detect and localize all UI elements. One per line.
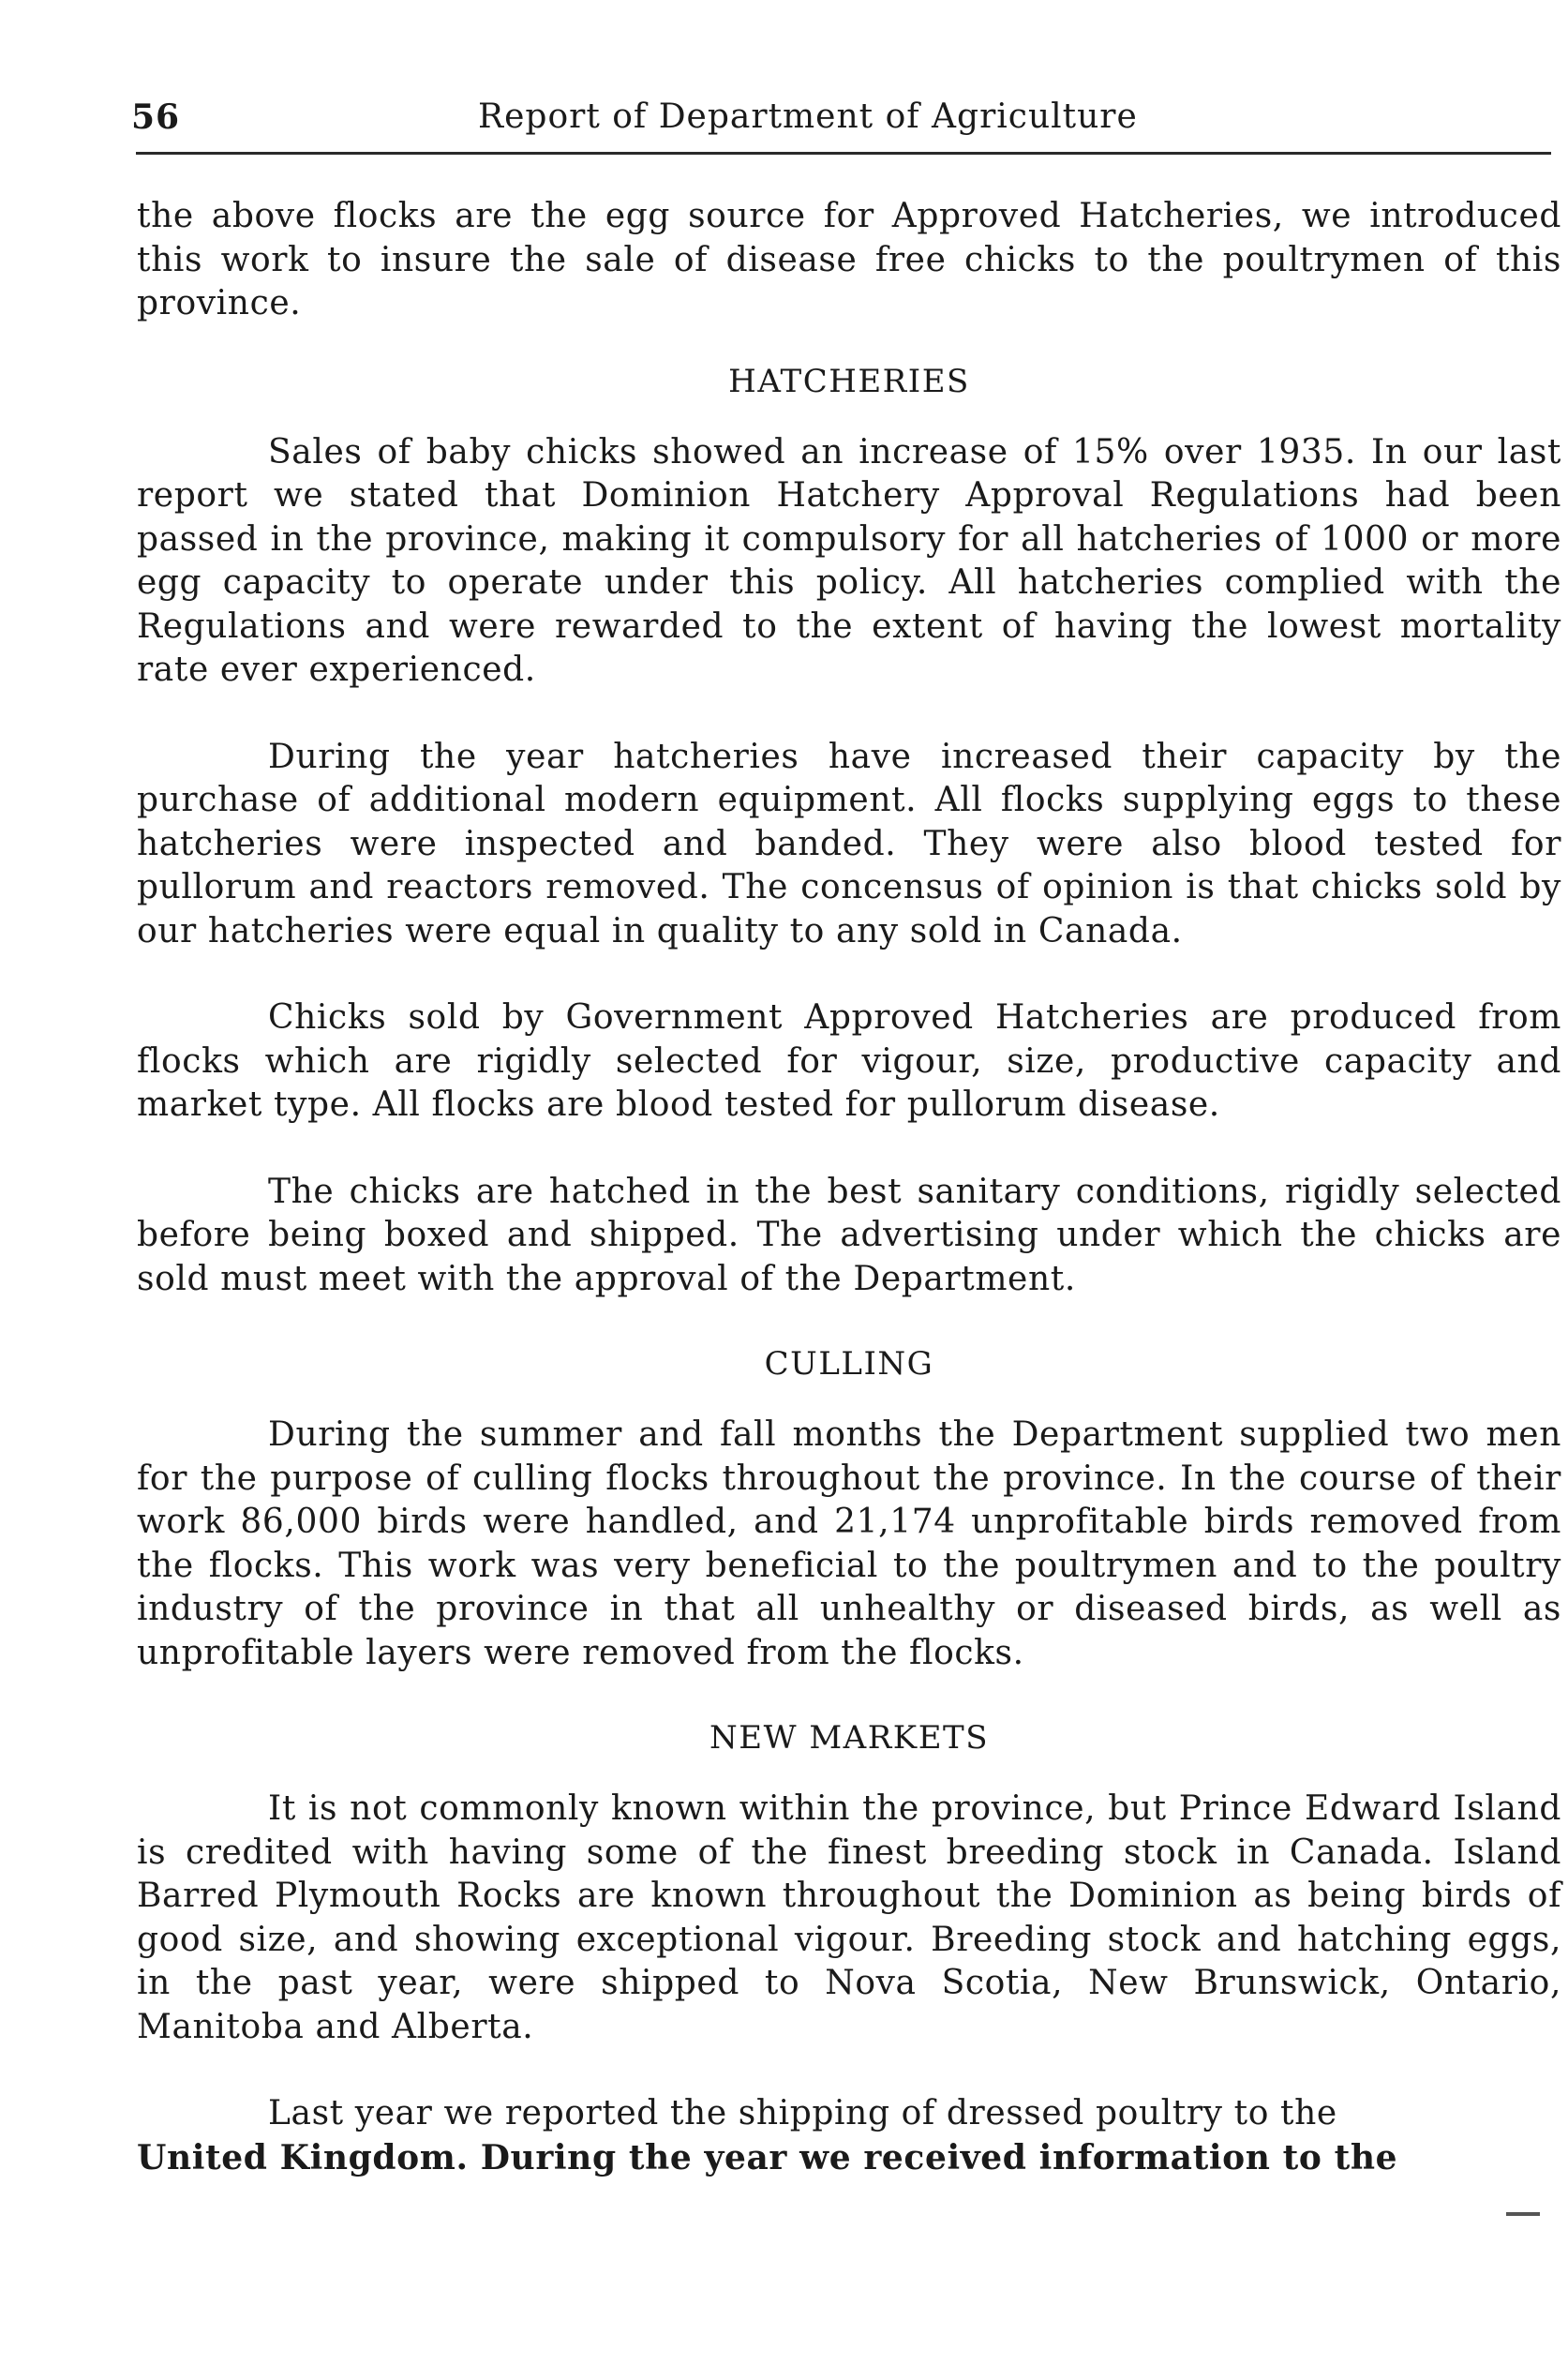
hatcheries-paragraph-2: During the year hatcheries have increased their capacity by the purchase of additional modern equipment. All flocks supplying eggs to these hatcheries were inspected and banded. They were also blood tested for pullorum and reactors removed. The concensus of opinion is that chicks sold by our hatcheries were equal in quality to any sold in Canada. bbox=[137, 737, 1561, 950]
running-head-title: Report of Department of Agriculture bbox=[478, 97, 1138, 136]
print-speck bbox=[1506, 2212, 1540, 2216]
section-heading-hatcheries: HATCHERIES bbox=[728, 362, 970, 400]
new-markets-paragraph-2-line-1: Last year we reported the shipping of dressed poultry to the bbox=[268, 2094, 1337, 2132]
section-heading-culling: CULLING bbox=[764, 1345, 934, 1383]
new-markets-paragraph-1: It is not commonly known within the province, but Prince Edward Island is credited with having some of the finest breeding stock in Canada. Island Barred Plymouth Rocks are known throughout the Dominion as being birds of good size, and showing exceptional vigour. Breeding stock and hatching eggs, in the past year, were shipped to Nova Scotia, New Brunswick, Ontario, Manitoba and Alberta. bbox=[137, 1789, 1561, 2046]
page-number: 56 bbox=[131, 97, 181, 137]
new-markets-paragraph-2-line-2: United Kingdom. During the year we received information to the bbox=[137, 2137, 1398, 2177]
hatcheries-paragraph-4: The chicks are hatched in the best sanitary conditions, rigidly selected before being boxed and shipped. The advertising under which the chicks are sold must meet with the approval of the Department. bbox=[137, 1172, 1561, 1298]
section-heading-new-markets: NEW MARKETS bbox=[709, 1719, 989, 1757]
running-head bbox=[131, 92, 1556, 148]
hatcheries-paragraph-3: Chicks sold by Government Approved Hatcheries are produced from flocks which are rigidly selected for vigour, size, productive capacity and market type. All flocks are blood tested for pullorum disease. bbox=[137, 998, 1561, 1124]
culling-paragraph-1: During the summer and fall months the Department supplied two men for the purpose of culling flocks throughout the province. In the course of their work 86,000 birds were handled, and 21,174 unprofitable birds removed from the flocks. This work was very beneficial to the poultrymen and to the poultry industry of the province in that all unhealthy or diseased birds, as well as unprofitable layers were removed from the flocks. bbox=[137, 1415, 1561, 1672]
hatcheries-paragraph-1: Sales of baby chicks showed an increase of 15% over 1935. In our last report we stated that Dominion Hatchery Approval Regulations had been passed in the province, making it compulsory for all hatcheries of 1000 or more egg capacity to operate under this policy. All hatcheries complied with the Regulations and were rewarded to the extent of having the lowest mortality rate ever experienced. bbox=[137, 432, 1561, 689]
intro-paragraph: the above flocks are the egg source for Approved Hatcheries, we introduced this work to insure the sale of disease free chicks to the poultrymen of this province. bbox=[137, 197, 1561, 322]
body-text bbox=[137, 195, 1561, 2179]
header-rule bbox=[136, 152, 1551, 155]
